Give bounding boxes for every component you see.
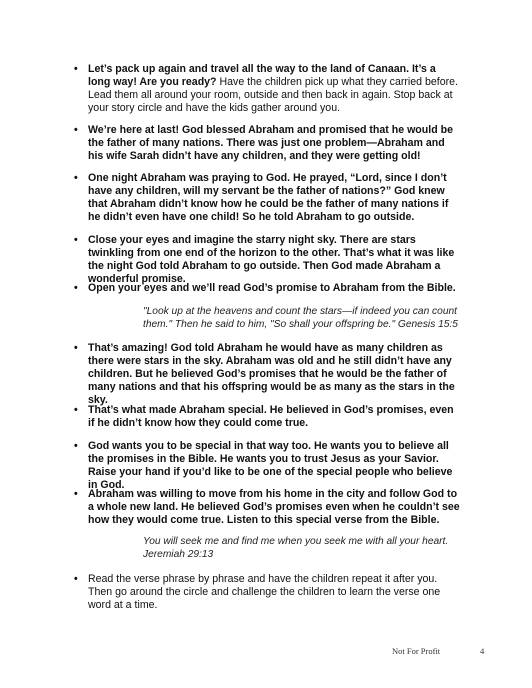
item-bold-text: God wants you to be special in that way too. He wants you to believe all the promises in the Bible. He wants you to trust Jesus as your Savior. Raise your hand if you’d like to be one of the special people who believe in God. — [88, 440, 453, 491]
bible-verse-quote: "Look up at the heavens and count the stars—if indeed you can count them." Then he said to him, "So shall your offspring be." Genesis 15:5 — [143, 306, 458, 330]
bullet: • — [74, 573, 78, 585]
list-item — [74, 573, 460, 612]
list-item — [74, 404, 460, 430]
bullet: • — [74, 172, 78, 184]
item-bold-text: One night Abraham was praying to God. He prayed, “Lord, since I don’t have any children, will my servant be the father of nations?” God knew that Abraham didn’t know how he could be the father of many nations if he didn’t even have one child! So he told Abraham to go outside. — [88, 172, 449, 223]
bullet: • — [74, 404, 78, 416]
bullet: • — [74, 63, 78, 75]
item-text: Have the children pick up what they carried before. Lead them all around your room, outside and then back in again. Stop back at your story circle and have the kids gather around you. — [88, 76, 458, 114]
list-item — [74, 234, 460, 286]
list-item — [74, 63, 460, 115]
footer-note: Not For Profit — [392, 646, 441, 656]
list-item — [74, 342, 460, 407]
list-item — [74, 282, 460, 295]
bullet: • — [74, 342, 78, 354]
list-item — [74, 124, 460, 163]
item-bold-text: Abraham was willing to move from his home in the city and follow God to a whole new land. He believed God’s promises even when he couldn’t see how they would come true. Listen to this special verse from the Bible. — [88, 488, 460, 526]
page-number: 4 — [480, 646, 485, 656]
bullet: • — [74, 124, 78, 136]
list-item — [74, 488, 460, 527]
bullet: • — [74, 234, 78, 246]
item-bold-text: That’s amazing! God told Abraham he would have as many children as there were stars in the sky. Abraham was old and he still didn’t have any children. But he believed God’s promises that he would be the father of many nations and that his offspring would be as many as the stars in the sky. — [88, 342, 455, 406]
bullet: • — [74, 488, 78, 500]
list-item — [74, 172, 460, 224]
item-bold-text: Close your eyes and imagine the starry night sky. There are stars twinkling from one end of the horizon to the other. That’s what it was like the night God told Abraham to go outside. Then God made Abraham a wonderful promise. — [88, 234, 455, 285]
item-bold-text: Let’s pack up again and travel all the way to the land of Canaan. It’s a long way! Are you ready? — [88, 63, 436, 88]
item-bold-text: Open your eyes and we’ll read God’s promise to Abraham from the Bible. — [88, 282, 456, 294]
bible-verse-quote: You will seek me and find me when you seek me with all your heart. Jeremiah 29:13 — [143, 536, 449, 560]
bullet: • — [74, 440, 78, 452]
bullet: • — [74, 282, 78, 294]
item-text: Read the verse phrase by phrase and have the children repeat it after you. Then go around the circle and challenge the children to learn the verse one word at a time. — [88, 573, 441, 611]
list-item — [74, 440, 460, 492]
item-bold-text: We’re here at last! God blessed Abraham and promised that he would be the father of many nations. There was just one problem—Abraham and his wife Sarah didn’t have any children, and they were getting old! — [88, 124, 453, 162]
item-bold-text: That’s what made Abraham special. He believed in God’s promises, even if he didn’t know how they could come true. — [88, 404, 454, 429]
